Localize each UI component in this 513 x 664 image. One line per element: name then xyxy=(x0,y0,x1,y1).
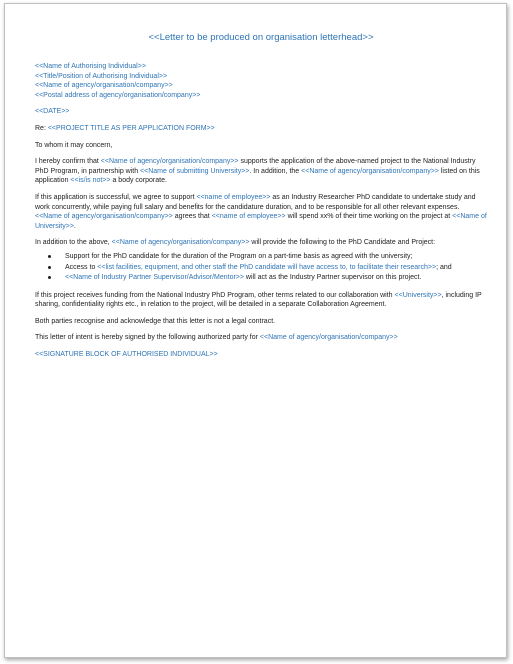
text-run: Access to xyxy=(65,263,98,271)
text-run: supports the application of the above-named project to the National Industry PhD Program, in partnership with xyxy=(35,158,476,175)
list-item xyxy=(65,263,487,273)
text-run: will spend xx% of their time working on the project at xyxy=(285,213,453,221)
address-line: <<Name of agency/organisation/company>> xyxy=(35,82,173,90)
paragraph-provisions xyxy=(35,238,487,248)
placeholder-run: <<list facilities, equipment, and other staff the PhD candidate will have access to, to facilitate their research>> xyxy=(97,263,437,271)
placeholder-run: <<name of employee>> xyxy=(196,193,271,201)
text-run: . In addition, the xyxy=(249,167,302,175)
placeholder-run: <<Name of Industry Partner Supervisor/Advisor/Mentor>> xyxy=(65,274,244,282)
project-title-placeholder: <<PROJECT TITLE AS PER APPLICATION FORM>> xyxy=(47,124,215,132)
text-run: ; and xyxy=(436,263,452,271)
placeholder-run: <<name of employee>> xyxy=(211,213,286,221)
text-run: If this application is successful, we agree to support xyxy=(35,193,197,201)
text-run: . xyxy=(73,222,76,230)
text-run: agrees that xyxy=(172,213,212,221)
text-run: will act as the Industry Partner supervisor on this project. xyxy=(243,274,422,282)
document-page xyxy=(4,3,507,658)
placeholder-run: <<Name of agency/organisation/company>> xyxy=(100,158,239,166)
date-placeholder: <<DATE>> xyxy=(35,108,70,116)
placeholder-run: <<is/is not>> xyxy=(70,177,111,185)
text-run: I hereby confirm that xyxy=(35,158,101,166)
list-item xyxy=(65,273,487,283)
paragraph-not-legal-contract: Both parties recognise and acknowledge that this letter is not a legal contract. xyxy=(35,317,276,325)
provisions-list xyxy=(35,252,487,283)
text-run: as an Industry Researcher PhD candidate to undertake study and work concurrently, while paying full salary and benefits for the candidature duration, and to be responsible for all other relevant expenses. xyxy=(35,193,476,211)
re-prefix: Re: xyxy=(35,124,48,132)
letterhead-heading: <<Letter to be produced on organisation letterhead>> xyxy=(148,32,374,43)
placeholder-run: <<Name of agency/organisation/company>> xyxy=(111,239,250,247)
placeholder-run: <<Name of submitting University>> xyxy=(140,167,250,175)
re-line xyxy=(35,124,487,134)
placeholder-run: <<Name of University>> xyxy=(35,213,487,230)
placeholder-run: <<Name of agency/organisation/company>> xyxy=(259,334,398,342)
address-line: <<Name of Authorising Individual>> xyxy=(35,63,146,70)
address-line: <<Postal address of agency/organisation/company>> xyxy=(35,91,201,99)
list-item xyxy=(65,252,487,262)
salutation: To whom it may concern, xyxy=(35,141,113,149)
signature-block-placeholder: <<SIGNATURE BLOCK OF AUTHORISED INDIVIDUAL>> xyxy=(35,351,218,359)
text-run: , including IP sharing, confidentiality rights etc., in relation to the project, will be detailed in a separate Collaboration Agreement. xyxy=(35,291,482,309)
address-line: <<Title/Position of Authorising Individual>> xyxy=(35,72,168,80)
placeholder-run: <<University>> xyxy=(394,291,442,299)
paragraph-support xyxy=(35,193,487,231)
text-run: listed on this application xyxy=(35,167,480,185)
paragraph-funding-terms xyxy=(35,291,487,310)
letter-body xyxy=(35,32,487,367)
recipient-address-block xyxy=(35,62,487,100)
paragraph-confirmation xyxy=(35,157,487,186)
text-run: will provide the following to the PhD Candidate and Project: xyxy=(249,239,436,247)
text-run: If this project receives funding from the National Industry PhD Program, other terms related to our collaboration with xyxy=(35,291,395,299)
paragraph-signing-party xyxy=(35,333,487,343)
text-run: This letter of intent is hereby signed by the following authorized party for xyxy=(35,334,260,342)
placeholder-run: <<Name of agency/organisation/company>> xyxy=(301,167,439,175)
text-run: a body corporate. xyxy=(110,177,167,185)
text-run: Support for the PhD candidate for the duration of the Program on a part-time basis as agreed with the university; xyxy=(65,252,413,260)
placeholder-run: <<Name of agency/organisation/company>> xyxy=(35,213,173,221)
text-run: In addition to the above, xyxy=(35,239,112,247)
